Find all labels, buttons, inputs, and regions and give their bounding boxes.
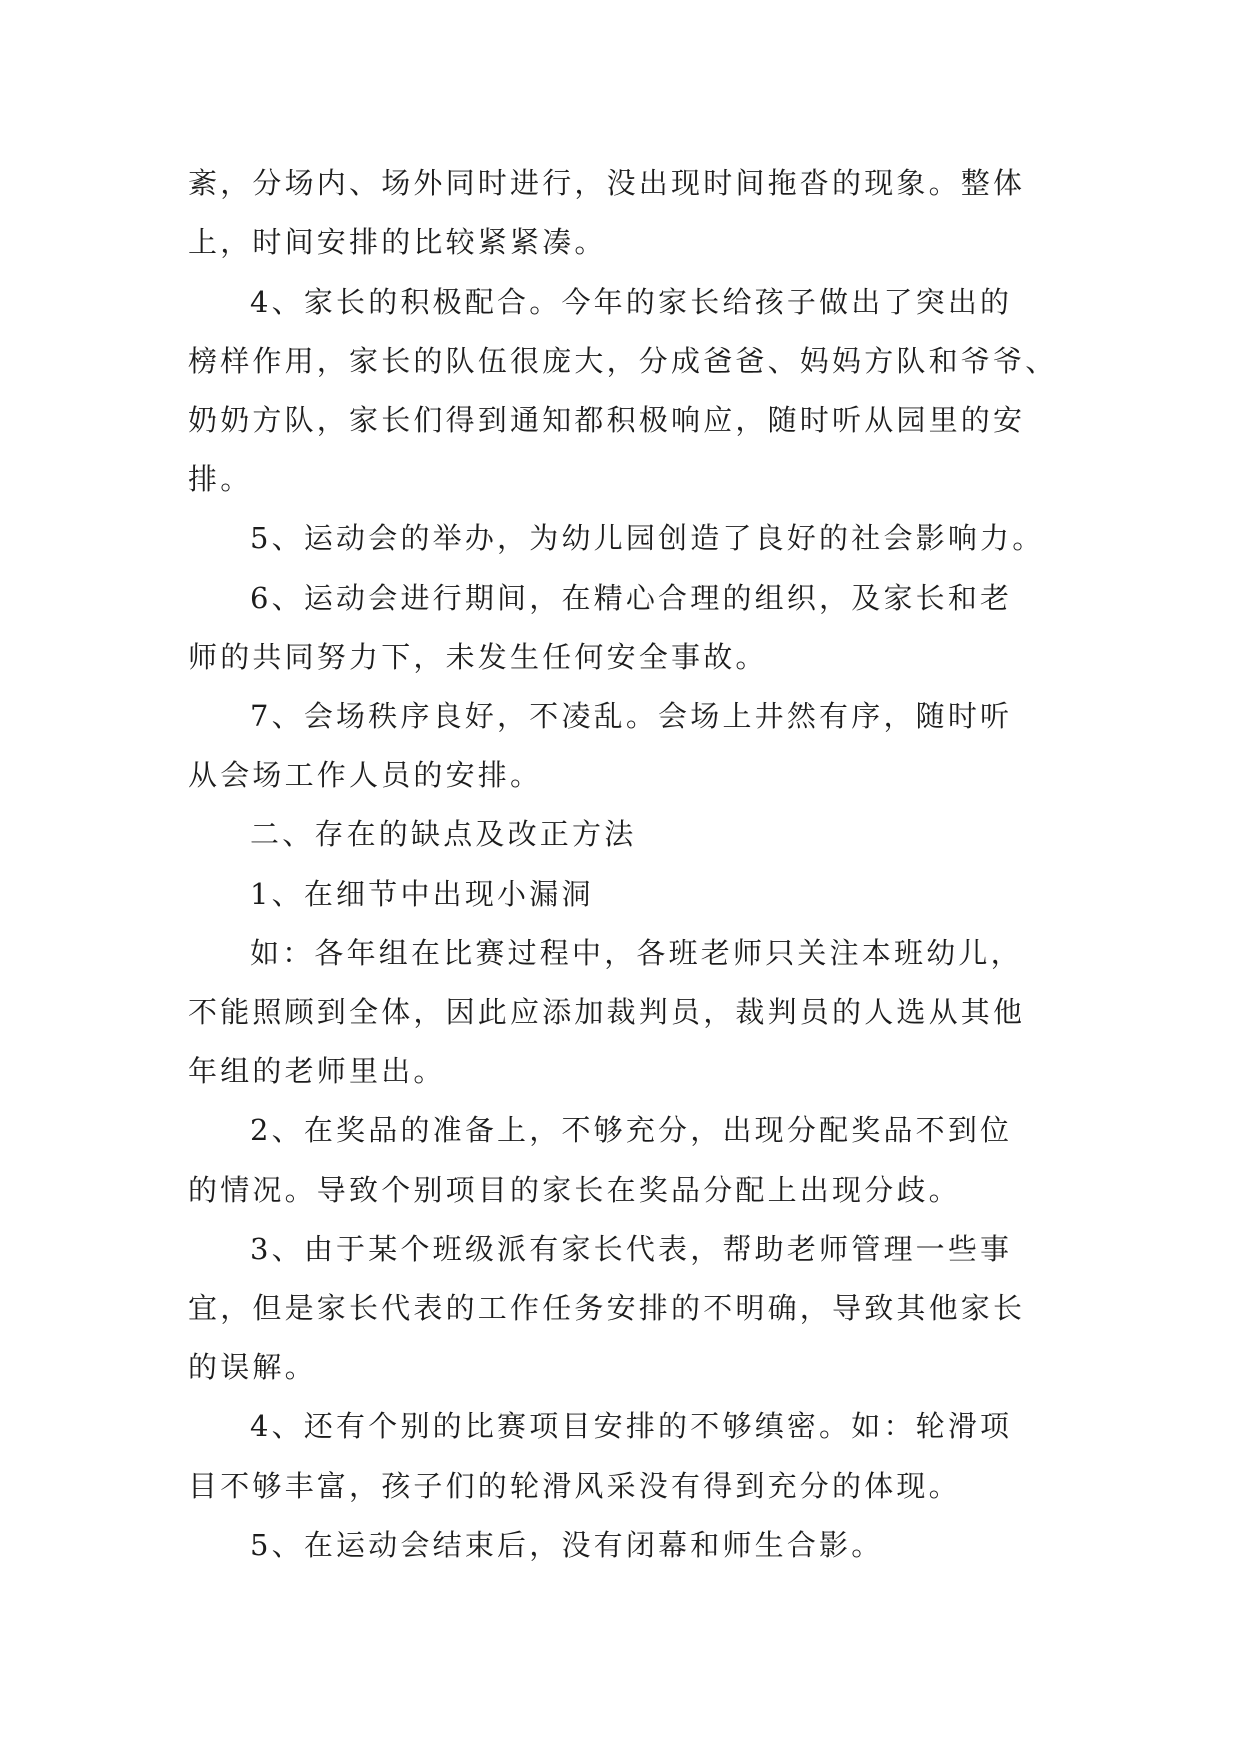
text-line: 如：各年组在比赛过程中，各班老师只关注本班幼儿， [250, 936, 1023, 970]
text-line: 年组的老师里出。 [188, 1054, 446, 1088]
text-line: 宜，但是家长代表的工作任务安排的不明确，导致其他家长 [188, 1291, 1026, 1325]
text-line: 榜样作用，家长的队伍很庞大，分成爸爸、妈妈方队和爷爷、 [188, 344, 1058, 378]
text-line: 的情况。导致个别项目的家长在奖品分配上出现分歧。 [188, 1173, 961, 1207]
text-line: 紊，分场内、场外同时进行，没出现时间拖沓的现象。整体 [188, 166, 1026, 200]
section-heading: 二、存在的缺点及改正方法 [250, 817, 637, 851]
text-line: 5、在运动会结束后，没有闭幕和师生合影。 [250, 1528, 884, 1562]
text-line: 上，时间安排的比较紧紧凑。 [188, 225, 607, 259]
text-line: 目不够丰富，孩子们的轮滑风采没有得到充分的体现。 [188, 1469, 961, 1503]
text-line: 3、由于某个班级派有家长代表，帮助老师管理一些事 [250, 1232, 1013, 1266]
text-line: 4、家长的积极配合。今年的家长给孩子做出了突出的 [250, 285, 1013, 319]
text-line: 4、还有个别的比赛项目安排的不够缜密。如：轮滑项 [250, 1409, 1013, 1443]
text-line: 2、在奖品的准备上，不够充分，出现分配奖品不到位 [250, 1113, 1013, 1147]
text-line: 不能照顾到全体，因此应添加裁判员，裁判员的人选从其他 [188, 995, 1026, 1029]
text-line: 从会场工作人员的安排。 [188, 758, 543, 792]
text-line: 的误解。 [188, 1350, 317, 1384]
text-line: 6、运动会进行期间，在精心合理的组织，及家长和老 [250, 581, 1013, 615]
text-line: 5、运动会的举办，为幼儿园创造了良好的社会影响力。 [250, 521, 1045, 555]
text-line: 1、在细节中出现小漏洞 [250, 877, 594, 911]
text-line: 奶奶方队，家长们得到通知都积极响应，随时听从园里的安 [188, 403, 1026, 437]
text-line: 7、会场秩序良好，不凌乱。会场上井然有序，随时听 [250, 699, 1013, 733]
text-line: 师的共同努力下，未发生任何安全事故。 [188, 640, 768, 674]
text-line: 排。 [188, 462, 253, 496]
